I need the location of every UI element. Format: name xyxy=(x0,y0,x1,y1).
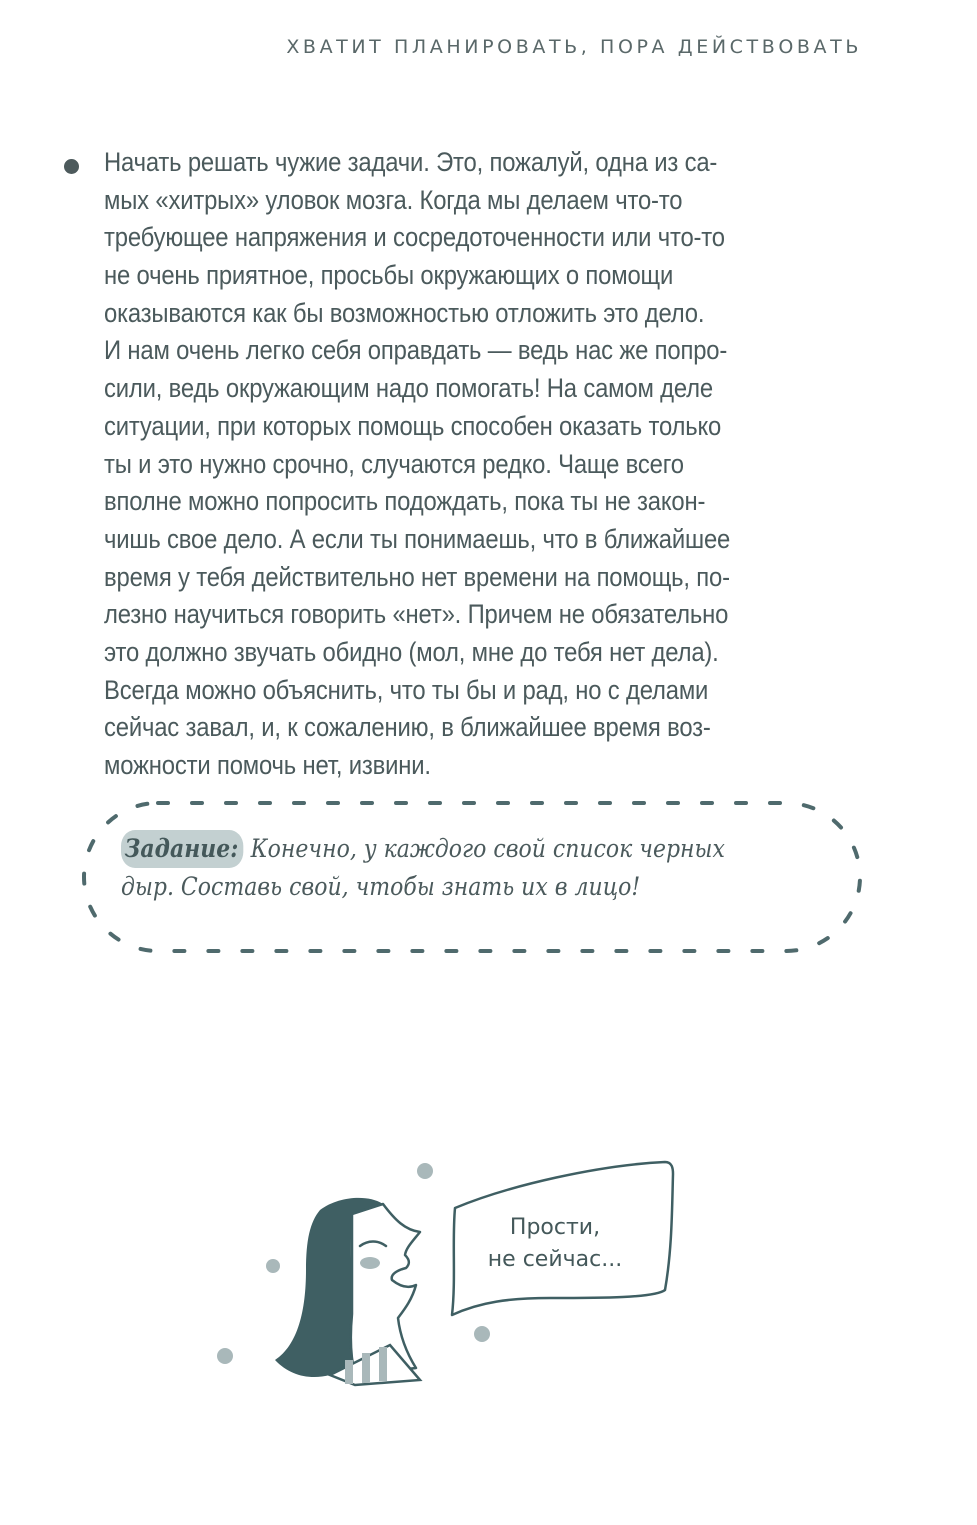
task-callout xyxy=(78,795,868,960)
paragraph-line: мых «хитрых» уловок мозга. Когда мы делаем что-то xyxy=(104,184,683,215)
task-line-1 xyxy=(121,830,755,868)
paragraph-line: сейчас завал, и, к сожалению, в ближайшее время воз- xyxy=(104,712,711,743)
task-label: Задание: xyxy=(121,830,244,868)
task-line-2: дыр. Составь свой, чтобы знать их в лицо! xyxy=(121,872,641,901)
paragraph-line: требующее напряжения и сосредоточенности или что-то xyxy=(104,222,725,253)
paragraph-line: сили, ведь окружающим надо помогать! На самом деле xyxy=(104,373,713,404)
illustration-girl-speech xyxy=(180,1140,740,1400)
bullet-paragraph xyxy=(104,144,864,785)
paragraph-line: ты и это нужно срочно, случаются редко. Чаще всего xyxy=(104,448,684,479)
paragraph-line: это должно звучать обидно (мол, мне до тебя нет дела). xyxy=(104,636,719,667)
paragraph-line: можности помочь нет, извини. xyxy=(104,750,431,780)
paragraph-line: ситуации, при которых помощь способен оказать только xyxy=(104,410,722,441)
paragraph-line: вполне можно попросить подождать, пока ты не закон- xyxy=(104,486,706,517)
task-text xyxy=(121,830,841,906)
paragraph-line: лезно научиться говорить «нет». Причем не обязательно xyxy=(104,599,729,630)
paragraph-line: И нам очень легко себя оправдать — ведь нас же попро- xyxy=(104,335,728,366)
paragraph-line: Всегда можно объяснить, что ты бы и рад, но с делами xyxy=(104,674,709,705)
running-header: ХВАТИТ ПЛАНИРОВАТЬ, ПОРА ДЕЙСТВОВАТЬ xyxy=(286,36,862,58)
paragraph-line: Начать решать чужие задачи. Это, пожалуй, одна из са- xyxy=(104,147,718,177)
speech-line-2: не сейчас... xyxy=(487,1247,623,1272)
task-text-part: Конечно, у каждого свой список черных xyxy=(243,834,725,863)
paragraph-line: время у тебя действительно нет времени на помощь, по- xyxy=(104,561,730,592)
speech-bubble-text xyxy=(470,1212,640,1276)
girl-illustration-icon xyxy=(180,1140,740,1400)
speech-line-1: Прости, xyxy=(509,1215,601,1240)
paragraph-line: не очень приятное, просьбы окружающих о помощи xyxy=(104,260,674,291)
bullet-dot-icon xyxy=(64,159,79,174)
paragraph-line: оказываются как бы возможностью отложить это дело. xyxy=(104,297,705,328)
paragraph-line: чишь свое дело. А если ты понимаешь, что в ближайшее xyxy=(104,523,731,554)
